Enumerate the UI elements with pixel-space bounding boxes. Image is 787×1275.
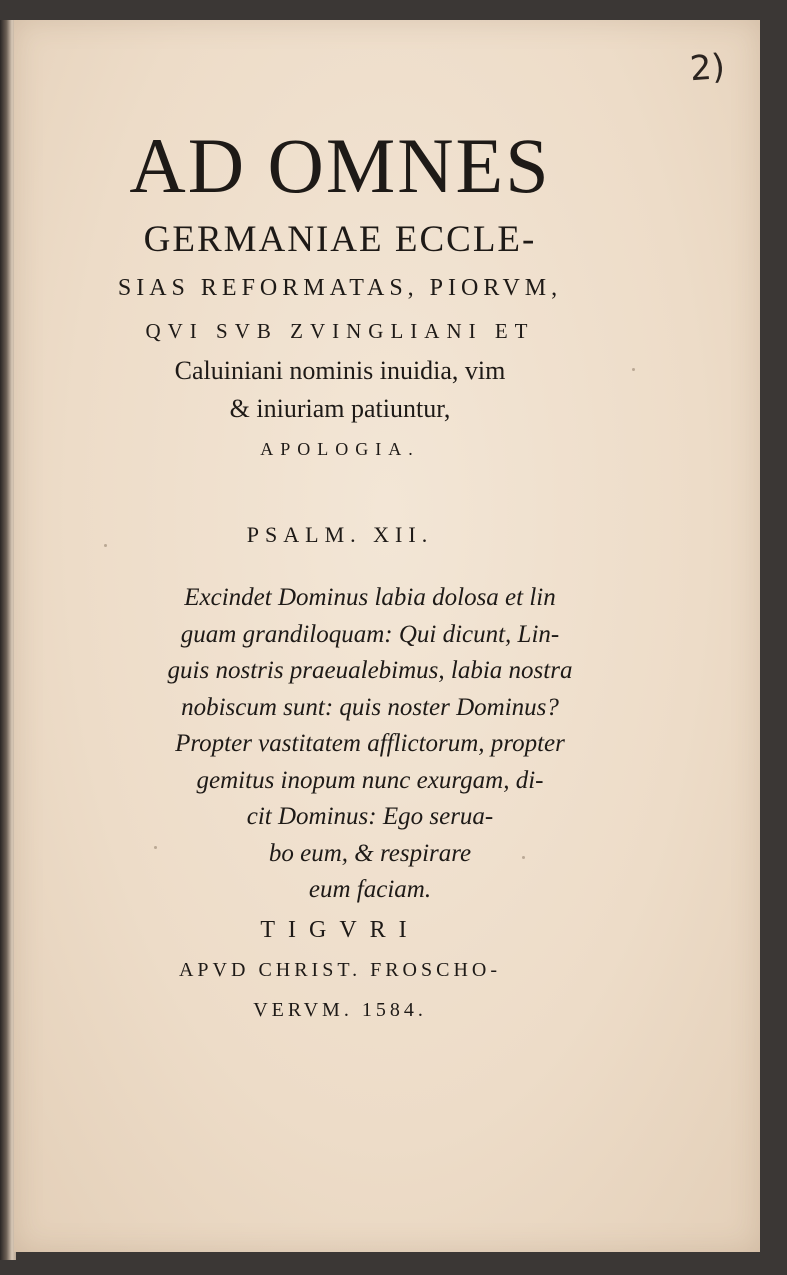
psalm-heading: PSALM. XII. [246, 522, 434, 547]
psalm-line: nobiscum sunt: quis noster Dominus? [181, 693, 559, 721]
imprint-printer: APVD CHRIST. FROSCHO- [178, 959, 501, 981]
imprint [60, 910, 620, 1030]
psalm-line: guis nostris praeualebimus, labia nostra [167, 657, 573, 684]
psalm-quotation [120, 580, 620, 909]
imprint-year: VERVM. 1584. [253, 999, 427, 1021]
imprint-city: TIGVRI [260, 917, 420, 943]
title-line-3: QVI SVB ZVINGLIANI ET [145, 319, 535, 343]
handwritten-page-number: 2) [688, 46, 727, 90]
psalm-line: cit Dominus: Ego serua- [246, 803, 494, 830]
psalm-line: guam grandiloquam: Qui dicunt, Lin- [180, 620, 560, 648]
title-block [60, 118, 620, 470]
title-line-2: SIAS REFORMATAS, PIORVM, [117, 275, 563, 301]
psalm-line: Propter vastitatem afflictorum, propter [175, 730, 565, 757]
title-main: AD OMNES [129, 122, 551, 209]
psalm-line: bo eum, & respirare [268, 839, 472, 867]
psalm-line: Excindet Dominus labia dolosa et lin [184, 584, 556, 611]
title-line-6: APOLOGIA. [260, 439, 420, 459]
psalm-line: gemitus inopum nunc exurgam, di- [196, 766, 544, 794]
title-line-4: Caluiniani nominis inuidia, vim [174, 356, 506, 385]
title-line-1: GERMANIAE ECCLE- [143, 219, 537, 260]
psalm-line: eum faciam. [308, 876, 432, 903]
title-line-5: & iniuriam patiuntur, [229, 394, 451, 423]
